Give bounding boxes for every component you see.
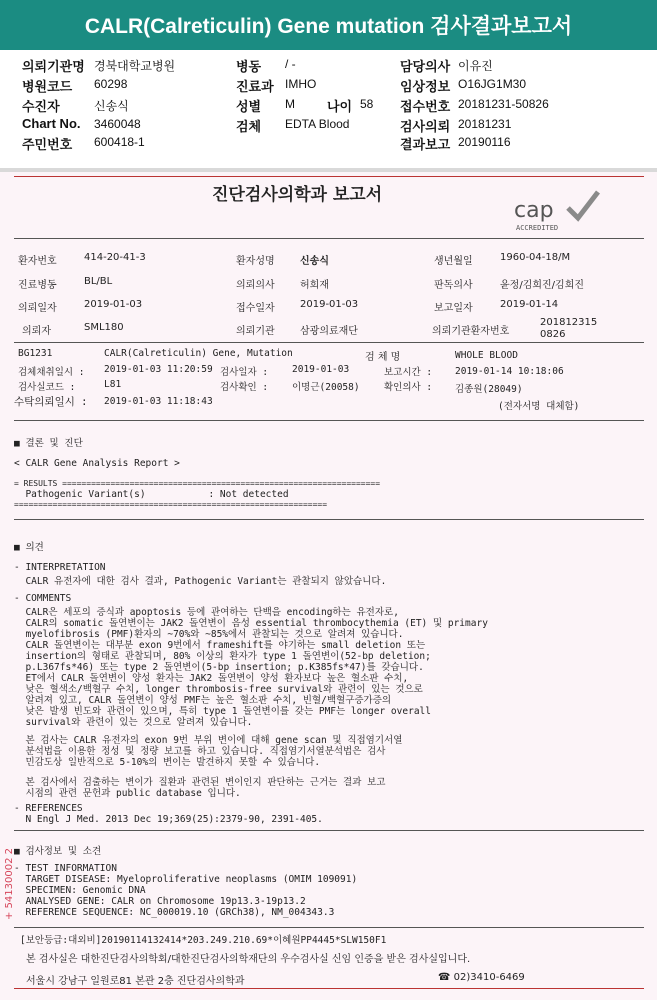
req-doctor: 허희재: [300, 280, 329, 291]
test-date: 2019-01-03: [292, 364, 350, 375]
comment-line: CALR 돌연변이는 대부분 exon 9번에서 frameshift를 야기하는 small deletion 또는: [14, 640, 426, 651]
test-date-label: 검사일자 :: [220, 367, 269, 378]
seal-number: [4, 908, 15, 920]
result-row: Pathogenic Variant(s) : Not detected: [14, 489, 289, 500]
test-info-line: SPECIMEN: Genomic DNA: [14, 885, 146, 896]
rule-4: [14, 519, 644, 520]
chart-value: 3460048: [94, 117, 141, 131]
gene-report-title: < CALR Gene Analysis Report >: [14, 458, 180, 469]
request-label: 검사의뢰: [400, 119, 451, 134]
basis-line: 본 검사에서 검출하는 변이가 질환과 관련된 변이인지 판단하는 근거는 결과 보고: [14, 777, 386, 788]
institution-value: 경북대학교병원: [94, 59, 176, 73]
report-date-value: 20190116: [458, 135, 511, 149]
method-line: 민감도상 일반적으로 5-10%의 변이는 발견하지 못할 수 있습니다.: [14, 757, 321, 768]
patient-name: 신송식: [300, 256, 329, 267]
chart-label: Chart No.: [22, 116, 81, 131]
test-info-line: ANALYSED GENE: CALR on Chromosome 19p13.3-19p13.2: [14, 896, 306, 907]
cap-text: cap: [514, 198, 554, 223]
lab-code: L81: [104, 379, 122, 390]
institution-label: 의뢰기관명: [22, 59, 85, 74]
comment-line: CALR은 세포의 증식과 apoptosis 등에 관여하는 단백을 encoding하는 유전자로,: [14, 607, 399, 618]
sex-label: 성별: [236, 99, 262, 114]
receipt-date: 2019-01-03: [300, 299, 359, 310]
rrn-label: 주민번호: [22, 137, 73, 152]
header-info: [0, 50, 657, 168]
patient-name-label: 환자성명: [236, 256, 275, 267]
reading-doctor-label: 판독의사: [434, 280, 473, 291]
rule-2: [14, 342, 644, 343]
clinical-value: O16JG1M30: [458, 77, 527, 91]
test-info-line: - TEST INFORMATION: [14, 863, 117, 874]
test-info-line: REFERENCE SEQUENCE: NC_000019.10 (GRCh38), NM_004343.3: [14, 907, 335, 918]
reference: N Engl J Med. 2013 Dec 19;369(25):2379-90, 2391-405.: [14, 814, 323, 825]
rule-3: [14, 420, 644, 421]
req-date-label: 의뢰일자: [18, 303, 57, 314]
ward-label: 병동: [236, 59, 262, 74]
report-date: 2019-01-14: [500, 299, 559, 310]
results-end: =================================================================: [14, 500, 328, 509]
receipt-date-label: 접수일자: [236, 303, 275, 314]
test-confirm-label: 검사확인 :: [220, 382, 269, 393]
org-patient-no: 2018123150826: [540, 317, 598, 340]
lab-code-label: 검사실코드 :: [18, 382, 76, 393]
consign-time-label: 수탁의뢰일시 :: [14, 396, 88, 408]
report-time-label: 보고시간 :: [384, 367, 433, 378]
security-code: [보안등급:대외비]20190114132414*203.249.210.69*이혜원PP4445*SLW150F1: [20, 935, 387, 946]
cap-logo: [510, 186, 600, 236]
specimen-name: WHOLE BLOOD: [455, 350, 518, 361]
hospital-code-label: 병원코드: [22, 79, 73, 94]
ward: BL/BL: [84, 276, 113, 287]
request-value: 20181231: [458, 117, 512, 131]
test-confirm: 이명근(20058): [292, 382, 360, 393]
confirm-doctor-label: 확인의사 :: [384, 382, 433, 393]
req-org-label: 의뢰기관: [236, 326, 275, 337]
dob-label: 생년월일: [434, 256, 473, 267]
test-code: BG1231: [18, 348, 53, 359]
ward-value: / -: [285, 57, 296, 71]
report-time: 2019-01-14 10:18:06: [455, 366, 564, 377]
consign-time: 2019-01-03 11:18:43: [104, 396, 213, 407]
comments-header: - COMMENTS: [14, 593, 72, 604]
results-header: = RESULTS ==================================================================: [14, 479, 381, 488]
doc-title: 진단검사의학과 보고서: [212, 185, 383, 205]
section-opinion: ■ 의견: [14, 542, 44, 553]
dept-value: IMHO: [285, 77, 317, 91]
collect-time: 2019-01-03 11:20:59: [104, 364, 213, 375]
doctor-value: 이유진: [458, 59, 493, 73]
section-test-info: ■ 검사정보 및 소견: [14, 846, 102, 857]
test-name: CALR(Calreticulin) Gene, Mutation: [104, 348, 293, 359]
hospital-code-value: 60298: [94, 77, 128, 91]
basis-line: 시점의 관련 문헌과 public database 입니다.: [14, 788, 241, 799]
doctor-label: 담당의사: [400, 59, 451, 74]
ward-label: 진료병동: [18, 280, 57, 291]
org-patient-no-label: 의뢰기관환자번호: [432, 326, 510, 337]
interpretation-header: - INTERPRETATION: [14, 562, 106, 573]
rule-6: [14, 927, 644, 928]
receipt-label: 접수번호: [400, 99, 451, 114]
recipient-value: 신송식: [94, 99, 129, 113]
rule-1: [14, 238, 644, 239]
dept-label: 진료과: [236, 79, 274, 94]
scanned-report: [0, 172, 657, 1000]
cap-sub: ACCREDITED: [516, 224, 559, 232]
patient-no-label: 환자번호: [18, 256, 57, 267]
bottom-rule: [14, 988, 644, 989]
comment-line: 낮은 혈색소/백혈구 수치, longer thrombosis-free survival와 관련이 있는 것으로: [14, 684, 423, 695]
e-signature-note: (전자서명 대체함): [498, 401, 580, 412]
reading-doctor: 윤정/김희진/김희진: [500, 280, 585, 291]
certification-note: 본 검사실은 대한진단검사의학회/대한진단검사의학재단의 우수검사실 신임 인증을 받은 검사실입니다.: [26, 954, 471, 965]
specimen-label: 검체: [236, 119, 262, 134]
patient-no: 414-20-41-3: [84, 252, 146, 263]
req-date: 2019-01-03: [84, 299, 143, 310]
req-org: 삼광의료재단: [300, 326, 358, 337]
comment-line: myelofibrosis (PMF)환자의 ~70%와 ~85%에서 관찰되는 것으로 알려져 있습니다.: [14, 629, 404, 640]
specimen-name-label: 검 체 명: [365, 352, 401, 363]
top-rule: [14, 176, 644, 177]
confirm-doctor: 김종원(28049): [455, 384, 523, 395]
requester-label: 의뢰자: [22, 326, 51, 337]
comment-line: insertion의 형태로 관찰되며, 80% 이상의 환자가 type 1 돌연변이(52-bp deletion;: [14, 651, 431, 662]
comment-line: p.L367fs*46) 또는 type 2 돌연변이(5-bp insertion; p.K385fs*47)를 갖습니다.: [14, 662, 424, 673]
age-value: 58: [360, 97, 374, 111]
references-header: - REFERENCES: [14, 803, 83, 814]
interpretation: CALR 유전자에 대한 검사 결과, Pathogenic Variant는 관찰되지 않았습니다.: [14, 576, 387, 587]
collect-time-label: 검체채취일시 :: [18, 367, 85, 378]
comment-line: 낮은 발생 빈도와 관련이 있으며, 특히 type 1 돌연변이를 갖는 PMF는 longer overall: [14, 706, 431, 717]
comment-line: ET에서 CALR 돌연변이 양성 환자는 JAK2 돌연변이 양성 환자보다 높은 혈소판 수치,: [14, 673, 409, 684]
dob: 1960-04-18/M: [500, 252, 571, 263]
req-doctor-label: 의뢰의사: [236, 280, 275, 291]
test-info-line: TARGET DISEASE: Myeloproliferative neoplasms (OMIM 109091): [14, 874, 358, 885]
lab-phone: ☎ 02)3410-6469: [438, 972, 525, 983]
clinical-label: 임상정보: [400, 79, 451, 94]
lab-address: 서울시 강남구 일원로81 본관 2층 진단검사의학과: [26, 976, 245, 987]
section-conclusion: ■ 결론 및 진단: [14, 438, 83, 449]
rrn-value: 600418-1: [94, 135, 145, 149]
recipient-label: 수진자: [22, 99, 60, 114]
comment-line: survival와 관련이 있는 것으로 알려져 있습니다.: [14, 717, 253, 728]
report-title: CALR(Calreticulin) Gene mutation 검사결과보고서: [0, 0, 657, 50]
report-date-label: 결과보고: [400, 137, 451, 152]
rule-5: [14, 830, 644, 831]
receipt-value: 20181231-50826: [458, 97, 549, 111]
specimen-value: EDTA Blood: [285, 117, 350, 131]
comment-line: CALR의 somatic 돌연변이는 JAK2 돌연변이 음성 essential thrombocythemia (ET) 및 primary: [14, 618, 488, 629]
age-label: 나이: [327, 99, 353, 114]
requester: SML180: [84, 322, 124, 333]
method-line: 본 검사는 CALR 유전자의 exon 9번 부위 변이에 대해 gene scan 및 직접염기서열: [14, 735, 403, 746]
report-date-label: 보고일자: [434, 303, 473, 314]
comment-line: 알려져 있고, CALR 돌연변이 양성 PMF는 높은 혈소판 수치, 빈혈/백혈구증가증의: [14, 695, 392, 706]
method-line: 분석법을 이용한 정성 및 정량 보고를 하고 있습니다. 직접염기서열분석법은 검사: [14, 746, 386, 757]
sex-value: M: [285, 97, 295, 111]
